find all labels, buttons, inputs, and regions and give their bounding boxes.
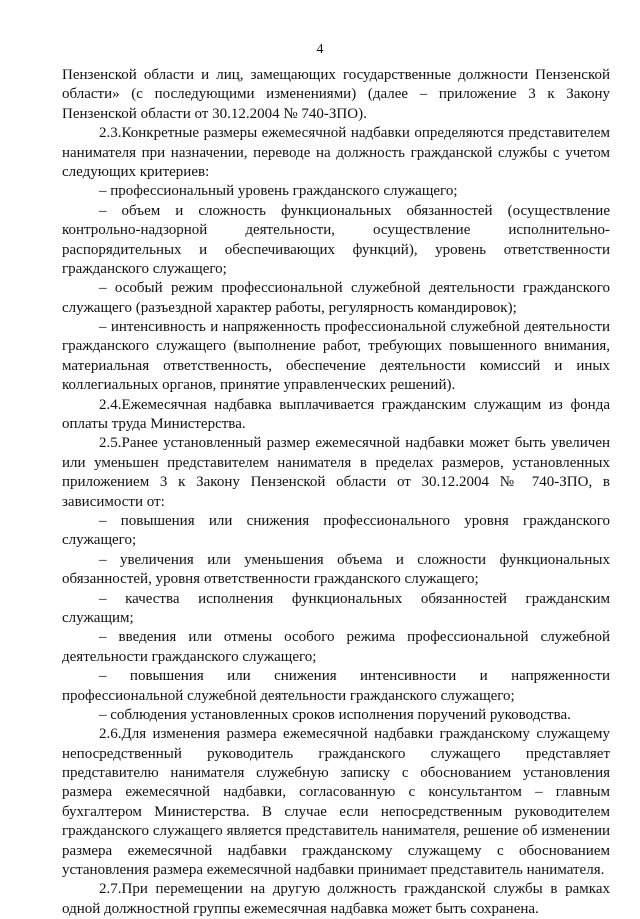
text-line: служащего; bbox=[62, 532, 137, 549]
text-line: одной должностной группы ежемесячная надбавка может быть сохранена. bbox=[62, 900, 539, 917]
text-line: распорядительных и обеспечивающих функций), уровень ответственности bbox=[62, 241, 610, 258]
text-line: бухгалтером Министерства. В случае если непосредственным руководителем bbox=[62, 803, 610, 820]
text-line: области» (с последующими изменениями) (далее – приложение 3 к Закону bbox=[62, 86, 610, 103]
text-line: – повышения или снижения интенсивности и напряженности bbox=[99, 668, 610, 685]
text-line: служащим; bbox=[62, 609, 134, 626]
text-line: коллегиальных органов, принятие управленческих решений). bbox=[62, 377, 456, 394]
text-line: – качества исполнения функциональных обязанностей гражданским bbox=[99, 590, 610, 607]
text-line: деятельности гражданского служащего; bbox=[62, 648, 317, 665]
text-line: – увеличения или уменьшения объема и сложности функциональных bbox=[99, 551, 610, 568]
text-line: 2.5.Ранее установленный размер ежемесячной надбавки может быть увеличен bbox=[99, 435, 610, 452]
document-body bbox=[62, 66, 610, 919]
text-line: Пензенской области и лиц, замещающих государственные должности Пензенской bbox=[62, 67, 610, 83]
text-line: или уменьшен представителем нанимателя в пределах размеров, установленных bbox=[62, 454, 610, 471]
text-line: – профессиональный уровень гражданского служащего; bbox=[99, 183, 458, 200]
text-line: нанимателя при назначении, переводе на должность гражданской службы с учетом bbox=[62, 144, 610, 161]
text-line: представителю нанимателя служебную записку с обоснованием установления bbox=[62, 765, 610, 782]
text-line: – интенсивность и напряженность профессиональной служебной деятельности bbox=[99, 319, 610, 336]
text-line: приложением 3 к Закону Пензенской области от 30.12.2004 № 740-ЗПО, в bbox=[62, 474, 610, 491]
text-line: 2.7.При перемещении на другую должность гражданской службы в рамках bbox=[99, 881, 610, 898]
text-line: гражданского служащего является представитель нанимателя, решение об изменении bbox=[62, 823, 610, 840]
text-line: – соблюдения установленных сроков исполнения поручений руководства. bbox=[99, 706, 571, 723]
text-line: 2.3.Конкретные размеры ежемесячной надбавки определяются представителем bbox=[99, 125, 610, 142]
text-line: обязанностей, уровня ответственности гражданского служащего; bbox=[62, 571, 479, 588]
text-line: оплаты труда Министерства. bbox=[62, 416, 246, 433]
text-line: материальная ответственность, обеспечение деятельности комиссий и иных bbox=[62, 357, 610, 374]
text-line: размера ежемесячной надбавки, согласованную с консультантом – главным bbox=[62, 784, 610, 801]
text-line: 2.4.Ежемесячная надбавка выплачивается гражданским служащим из фонда bbox=[99, 396, 610, 413]
text-line: – введения или отмены особого режима профессиональной служебной bbox=[99, 629, 610, 646]
text-line: следующих критериев: bbox=[62, 163, 210, 180]
text-line: гражданского служащего; bbox=[62, 260, 227, 277]
text-line: гражданского служащего (выполнение работ, требующих повышенного внимания, bbox=[62, 338, 610, 355]
text-line: 2.6.Для изменения размера ежемесячной надбавки гражданскому служащему bbox=[99, 726, 610, 743]
text-line: установления размера ежемесячной надбавки принимает представитель нанимателя. bbox=[62, 862, 605, 879]
text-line: – повышения или снижения профессионального уровня гражданского bbox=[99, 512, 610, 529]
text-line: – особый режим профессиональной служебной деятельности гражданского bbox=[99, 280, 610, 297]
text-line: – объем и сложность функциональных обязанностей (осуществление bbox=[99, 202, 610, 219]
text-line: зависимости от: bbox=[62, 493, 165, 510]
text-line: контрольно-надзорной деятельности, осуществление исполнительно- bbox=[62, 222, 610, 239]
text-line: профессиональной служебной деятельности гражданского служащего; bbox=[62, 687, 515, 704]
text-line: размера ежемесячной надбавки гражданскому служащему с обоснованием bbox=[62, 842, 610, 859]
text-line: Пензенской области от 30.12.2004 № 740-ЗПО). bbox=[62, 105, 367, 122]
page-number: 4 bbox=[316, 42, 324, 57]
text-line: служащего (разъездной характер работы, регулярность командировок); bbox=[62, 299, 517, 316]
text-line: непосредственный руководитель гражданского служащего представляет bbox=[62, 745, 610, 762]
